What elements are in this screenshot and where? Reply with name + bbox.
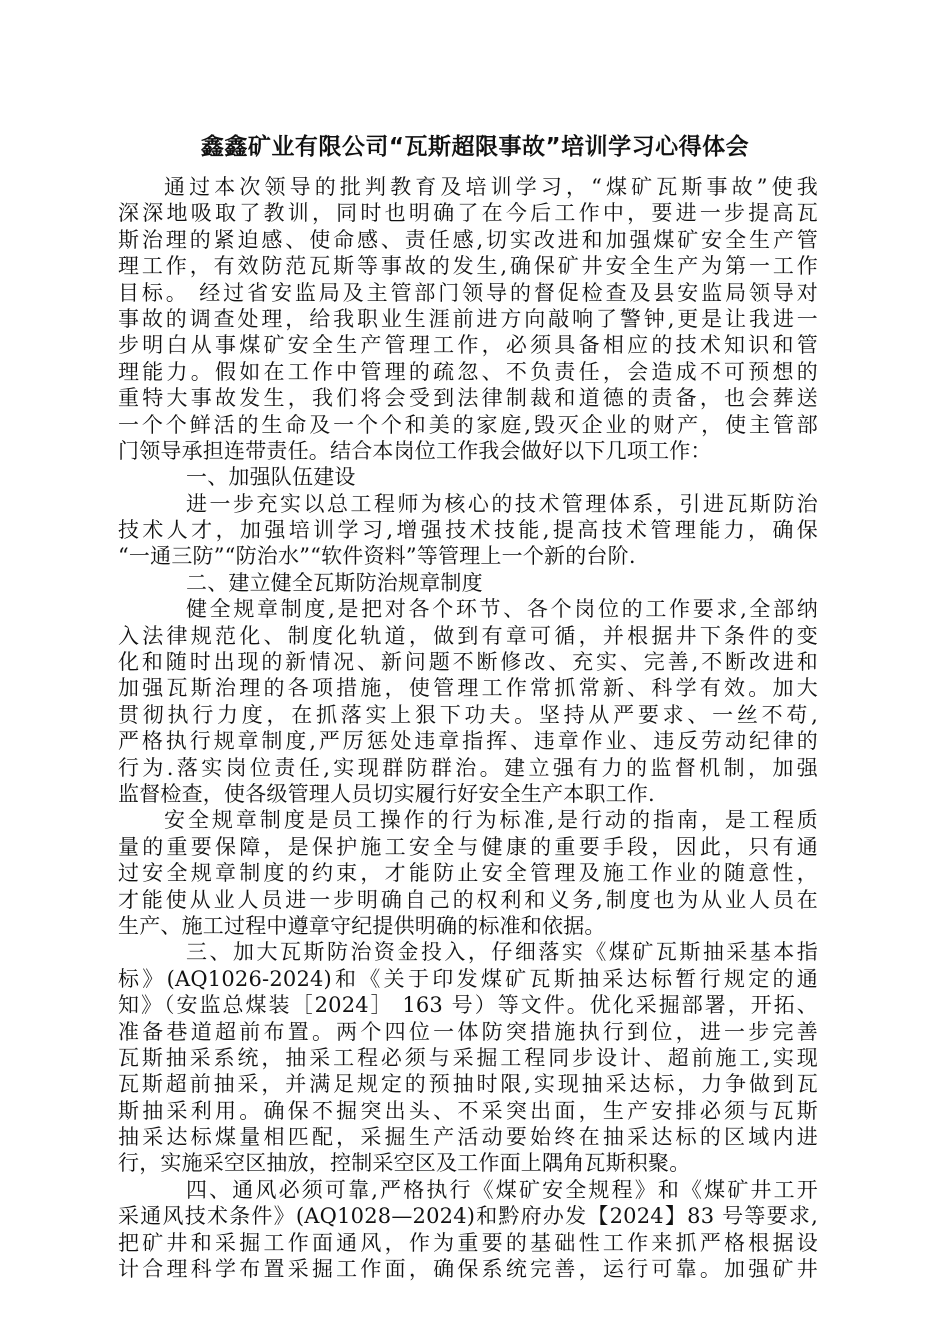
body-line: 行，实施采空区抽放，控制采空区及工作面上隅角瓦斯积聚。 bbox=[118, 1151, 691, 1176]
body-line: “一通三防”“防治水”“软件资料”等管理上一个新的台阶. bbox=[118, 544, 636, 569]
body-line: 瓦斯超前抽采，并满足规定的预抽时限,实现抽采达标，力争做到瓦 bbox=[118, 1072, 818, 1097]
body-line: 安全规章制度是员工操作的行为标准,是行动的指南，是工程质 bbox=[164, 808, 818, 833]
body-line: 一、加强队伍建设 bbox=[186, 465, 356, 490]
body-line: 斯抽采利用。确保不掘突出头、不采突出面，生产安排必须与瓦斯 bbox=[118, 1098, 818, 1123]
body-line: 深深地吸取了教训，同时也明确了在今后工作中，要进一步提高瓦 bbox=[118, 201, 818, 226]
body-line: 事故的调查处理，给我职业生涯前进方向敲响了警钟,更是让我进一 bbox=[118, 306, 818, 331]
body-line: 标》(AQ1026-2024)和《关于印发煤矿瓦斯抽采达标暂行规定的通 bbox=[118, 966, 818, 991]
body-line: 一个个鲜活的生命及一个个和美的家庭,毁灭企业的财产，使主管部 bbox=[118, 412, 818, 437]
document-body bbox=[118, 174, 818, 1282]
body-line: 加强瓦斯治理的各项措施，使管理工作常抓常新、科学有效。加大 bbox=[118, 676, 818, 701]
body-line: 生产、施工过程中遵章守纪提供明确的标准和依据。 bbox=[118, 913, 606, 938]
body-line: 贯彻执行力度，在抓落实上狠下功夫。坚持从严要求、一丝不苟, bbox=[118, 702, 818, 727]
body-line: 过安全规章制度的约束，才能防止安全管理及施工作业的随意性， bbox=[118, 861, 818, 886]
body-line: 目标。 经过省安监局及主管部门领导的督促检查及县安监局领导对 bbox=[118, 280, 818, 305]
body-line: 化和随时出现的新情况、新问题不断修改、充实、完善,不断改进和 bbox=[118, 650, 818, 675]
body-line: 行为.落实岗位责任,实现群防群治。建立强有力的监督机制，加强 bbox=[118, 755, 818, 780]
body-line: 步明白从事煤矿安全生产管理工作，必须具备相应的技术知识和管 bbox=[118, 333, 818, 358]
body-line: 技术人才，加强培训学习,增强技术技能,提高技术管理能力，确保 bbox=[118, 518, 818, 543]
body-line: 二、建立健全瓦斯防治规章制度 bbox=[186, 570, 483, 595]
body-line: 知》（安监总煤装［2024］ 163 号）等文件。优化采掘部署，开拓、 bbox=[118, 993, 818, 1018]
body-line: 理工作，有效防范瓦斯等事故的发生,确保矿井安全生产为第一工作 bbox=[118, 254, 818, 279]
body-line: 入法律规范化、制度化轨道，做到有章可循，并根据井下条件的变 bbox=[118, 623, 818, 648]
body-line: 门领导承担连带责任。结合本岗位工作我会做好以下几项工作： bbox=[118, 438, 712, 463]
document-title: 鑫鑫矿业有限公司“瓦斯超限事故”培训学习心得体会 bbox=[200, 134, 750, 160]
body-line: 健全规章制度,是把对各个环节、各个岗位的工作要求,全部纳 bbox=[186, 597, 818, 622]
body-line: 监督检查，使各级管理人员切实履行好安全生产本职工作. bbox=[118, 781, 655, 806]
body-line: 准备巷道超前布置。两个四位一体防突措施执行到位，进一步完善 bbox=[118, 1019, 818, 1044]
body-line: 把矿井和采掘工作面通风，作为重要的基础性工作来抓严格根据设 bbox=[118, 1230, 818, 1255]
body-line: 才能使从业人员进一步明确自己的权利和义务,制度也为从业人员在 bbox=[118, 887, 818, 912]
body-line: 计合理科学布置采掘工作面，确保系统完善，运行可靠。加强矿井 bbox=[118, 1257, 818, 1282]
body-line: 采通风技术条件》(AQ1028—2024)和黔府办发【2024】83 号等要求, bbox=[118, 1204, 818, 1229]
body-line: 三、加大瓦斯防治资金投入，仔细落实《煤矿瓦斯抽采基本指 bbox=[186, 940, 818, 965]
body-line: 斯治理的紧迫感、使命感、责任感,切实改进和加强煤矿安全生产管 bbox=[118, 227, 818, 252]
body-line: 重特大事故发生，我们将会受到法律制裁和道德的责备，也会葬送 bbox=[118, 386, 818, 411]
body-line: 四、通风必须可靠,严格执行《煤矿安全规程》和《煤矿井工开 bbox=[186, 1177, 818, 1202]
body-line: 理能力。假如在工作中管理的疏忽、不负责任，会造成不可预想的 bbox=[118, 359, 818, 384]
body-line: 抽采达标煤量相匹配，采掘生产活动要始终在抽采达标的区域内进 bbox=[118, 1125, 818, 1150]
body-line: 进一步充实以总工程师为核心的技术管理体系，引进瓦斯防治 bbox=[186, 491, 818, 516]
body-line: 通过本次领导的批判教育及培训学习，“煤矿瓦斯事故”使我 bbox=[164, 175, 818, 199]
body-line: 严格执行规章制度,严厉惩处违章指挥、违章作业、违反劳动纪律的 bbox=[118, 729, 818, 754]
body-line: 量的重要保障，是保护施工安全与健康的重要手段，因此，只有通 bbox=[118, 834, 818, 859]
body-line: 瓦斯抽采系统，抽采工程必须与采掘工程同步设计、超前施工,实现 bbox=[118, 1045, 818, 1070]
